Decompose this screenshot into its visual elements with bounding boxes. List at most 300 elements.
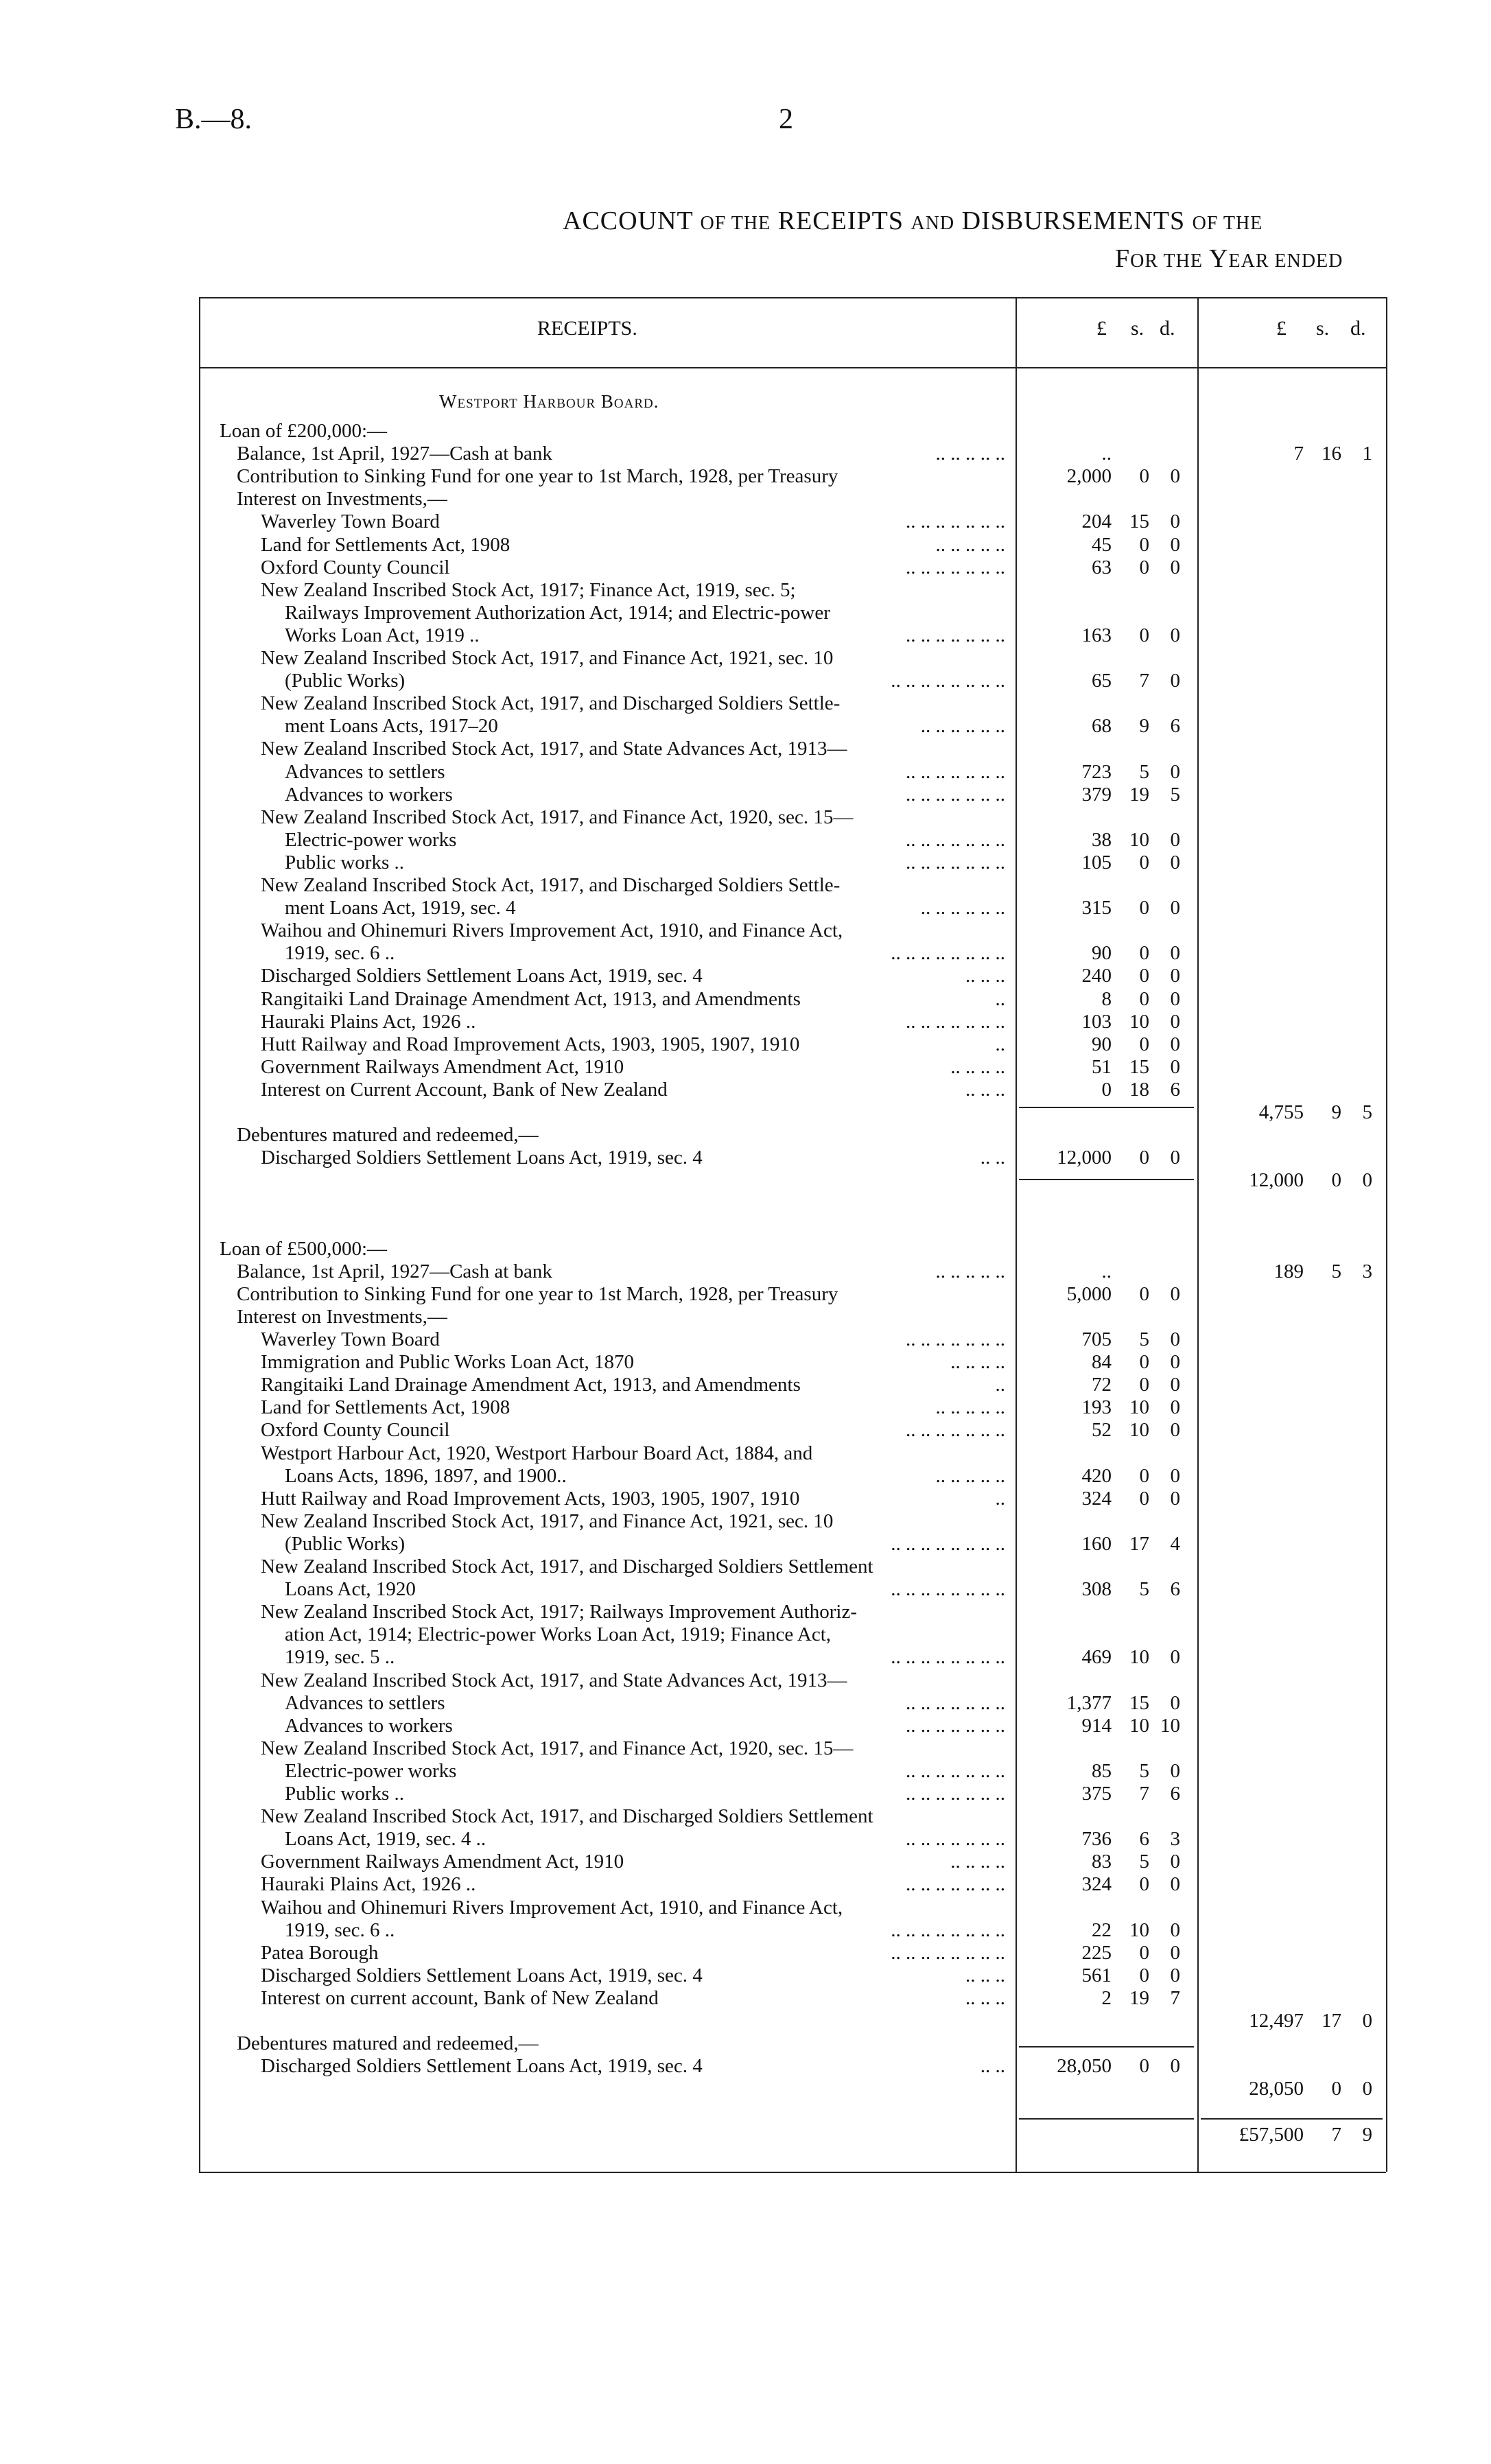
line-text: Debentures matured and redeemed,— (237, 2032, 539, 2055)
leader-dots: .. .. .. .. .. .. .. (906, 1691, 1005, 1714)
amount-shillings: 10 (1129, 1419, 1149, 1442)
line-text: Rangitaiki Land Drainage Amendment Act, 1913, and Amendments (261, 987, 801, 1010)
amount-pence: 0 (1170, 670, 1180, 692)
leader-dots: .. .. .. .. .. .. (920, 715, 1005, 738)
line-item (0, 2100, 1491, 2123)
line-item (0, 1805, 1491, 1828)
total-pence: 0 (1362, 1169, 1372, 1192)
total-pounds: 12,000 (1249, 1169, 1304, 1192)
amount-shillings: 0 (1139, 1964, 1149, 1986)
amount-pence: 0 (1170, 1055, 1180, 1078)
amount-pounds: 160 (1081, 1532, 1112, 1555)
amount-pounds: 103 (1081, 1010, 1112, 1033)
leader-dots: .. .. .. .. .. .. .. .. (891, 942, 1005, 965)
total-pence: 9 (1362, 2123, 1372, 2146)
line-item (0, 443, 1491, 465)
line-text: New Zealand Inscribed Stock Act, 1917, and Discharged Soldiers Settlement (261, 1805, 873, 1828)
line-item (0, 556, 1491, 579)
amount-pence: 0 (1170, 1374, 1180, 1396)
line-item (0, 1169, 1491, 1192)
line-text: Discharged Soldiers Settlement Loans Act, 1919, sec. 4 (261, 2055, 703, 2078)
amount-pence: 3 (1170, 1828, 1180, 1851)
amount-pounds: 1,377 (1066, 1691, 1112, 1714)
amount-pence: 0 (1170, 897, 1180, 919)
line-text: Discharged Soldiers Settlement Loans Act, 1919, sec. 4 (261, 1964, 703, 1986)
amount-pence: 0 (1170, 1941, 1180, 1964)
amount-pence: 6 (1170, 1578, 1180, 1601)
amount-shillings: 0 (1139, 987, 1149, 1010)
amount-pounds: 72 (1092, 1374, 1112, 1396)
total-pounds: 28,050 (1249, 2078, 1304, 2100)
amount-pence: 10 (1160, 1714, 1180, 1737)
line-text: Waverley Town Board (261, 1328, 440, 1350)
line-item (0, 1374, 1491, 1396)
line-text: Loan of £500,000:— (220, 1237, 388, 1260)
amount-pounds: 324 (1081, 1487, 1112, 1510)
amount-pence: 0 (1170, 1033, 1180, 1055)
amount-pounds: 315 (1081, 897, 1112, 919)
line-text: Waihou and Ohinemuri Rivers Improvement Act, 1910, and Finance Act, (261, 1896, 843, 1919)
amount-pounds: 324 (1081, 1873, 1112, 1896)
amount-shillings: 10 (1129, 1010, 1149, 1033)
line-item (0, 1442, 1491, 1465)
line-text: Interest on Current Account, Bank of New Zealand (261, 1078, 668, 1101)
line-text: Land for Settlements Act, 1908 (261, 1396, 510, 1419)
amount-shillings: 0 (1139, 1487, 1149, 1510)
line-item (0, 1124, 1491, 1147)
amount-pence: 0 (1170, 1487, 1180, 1510)
amount-pounds: 420 (1081, 1464, 1112, 1487)
line-item (0, 511, 1491, 533)
amount-pence: 0 (1170, 2055, 1180, 2078)
amount-pence: 0 (1170, 1464, 1180, 1487)
line-item (0, 784, 1491, 806)
line-text: Waihou and Ohinemuri Rivers Improvement Act, 1910, and Finance Act, (261, 919, 843, 942)
amount-pounds: 379 (1081, 783, 1112, 806)
line-text: New Zealand Inscribed Stock Act, 1917, and Discharged Soldiers Settle- (261, 874, 841, 896)
line-item (0, 919, 1491, 942)
total-pence: 3 (1362, 1260, 1372, 1282)
line-item (0, 2124, 1491, 2146)
amount-pounds: 12,000 (1057, 1147, 1112, 1169)
line-item (0, 1897, 1491, 1919)
amount-shillings: 10 (1129, 1646, 1149, 1669)
amount-shillings: 0 (1139, 556, 1149, 578)
leader-dots: .. .. .. .. .. .. .. (906, 1419, 1005, 1442)
line-text: Hauraki Plains Act, 1926 .. (261, 1873, 476, 1896)
total-pence: 0 (1362, 2010, 1372, 2032)
line-text: Discharged Soldiers Settlement Loans Act, 1919, sec. 4 (261, 965, 703, 987)
col-pence: d. (1160, 317, 1175, 340)
amount-pence: 0 (1170, 1646, 1180, 1669)
leader-dots: .. .. .. .. .. .. .. .. (891, 670, 1005, 692)
line-text: New Zealand Inscribed Stock Act, 1917, and State Advances Act, 1913— (261, 738, 847, 760)
amount-pence: 0 (1170, 1351, 1180, 1374)
amount-shillings: 10 (1129, 828, 1149, 851)
account-title: ACCOUNT OF THE RECEIPTS AND DISBURSEMENTS OF THE (563, 207, 1263, 235)
line-text: Balance, 1st April, 1927—Cash at bank (237, 443, 552, 465)
total-pence: 5 (1362, 1101, 1372, 1123)
amount-pence: 0 (1170, 1691, 1180, 1714)
amount-shillings: 15 (1129, 1691, 1149, 1714)
line-item (0, 1351, 1491, 1374)
line-item (0, 1011, 1491, 1033)
total-shillings: 0 (1331, 1169, 1341, 1192)
amount-pence: 0 (1170, 1147, 1180, 1169)
amount-shillings: 19 (1129, 783, 1149, 806)
line-text: Oxford County Council (261, 1419, 450, 1442)
line-item (0, 1692, 1491, 1715)
leader-dots: .. .. .. (965, 1986, 1005, 2009)
leader-dots: .. .. .. .. .. .. .. .. (891, 1646, 1005, 1669)
amount-pence: 0 (1170, 987, 1180, 1010)
amount-pounds: 51 (1092, 1055, 1112, 1078)
amount-shillings: 0 (1139, 1282, 1149, 1305)
line-text: Advances to workers (285, 1714, 453, 1737)
amount-shillings: 19 (1129, 1986, 1149, 2009)
amount-pounds: 0 (1101, 1078, 1112, 1101)
line-text: Discharged Soldiers Settlement Loans Act, 1919, sec. 4 (261, 1147, 703, 1169)
leader-dots: .. .. .. (965, 1964, 1005, 1986)
leader-dots: .. (995, 1033, 1005, 1055)
line-text: New Zealand Inscribed Stock Act, 1917; Finance Act, 1919, sec. 5; (261, 578, 796, 601)
line-item (0, 1510, 1491, 1533)
line-text: Loan of £200,000:— (220, 420, 388, 442)
amount-pounds: 736 (1081, 1828, 1112, 1851)
line-item (0, 1079, 1491, 1101)
amount-pence: 0 (1170, 1851, 1180, 1873)
line-text: 1919, sec. 6 .. (285, 942, 395, 965)
line-item (0, 1238, 1491, 1260)
line-text: ation Act, 1914; Electric-power Works Loan Act, 1919; Finance Act, (285, 1623, 832, 1646)
leader-dots: .. .. .. .. .. .. .. (906, 1010, 1005, 1033)
amount-shillings: 10 (1129, 1714, 1149, 1737)
line-text: Westport Harbour Act, 1920, Westport Harbour Board Act, 1884, and (261, 1442, 813, 1464)
line-item (0, 1715, 1491, 1737)
amount-pence: 0 (1170, 1328, 1180, 1350)
total-pounds: 12,497 (1249, 2010, 1304, 2032)
amount-shillings: 0 (1139, 1941, 1149, 1964)
line-item (0, 1783, 1491, 1805)
line-item (0, 1419, 1491, 1442)
amount-shillings: 5 (1139, 1578, 1149, 1601)
line-text: 1919, sec. 5 .. (285, 1646, 395, 1669)
line-item (0, 1147, 1491, 1169)
amount-shillings: 6 (1139, 1828, 1149, 1851)
amount-pence: 0 (1170, 533, 1180, 556)
amount-pence: 0 (1170, 828, 1180, 851)
line-text: New Zealand Inscribed Stock Act, 1917, and Finance Act, 1920, sec. 15— (261, 1737, 854, 1759)
line-text: Patea Borough (261, 1941, 379, 1964)
line-item (0, 465, 1491, 488)
leader-dots: .. .. .. .. .. (935, 1396, 1005, 1419)
line-item (0, 1488, 1491, 1510)
line-item (0, 897, 1491, 919)
line-item (0, 1215, 1491, 1238)
line-text: Waverley Town Board (261, 511, 440, 533)
amount-pounds: 561 (1081, 1964, 1112, 1986)
amount-pounds: 22 (1092, 1919, 1112, 1941)
amount-pence: 0 (1170, 851, 1180, 873)
line-text: Advances to workers (285, 783, 453, 806)
leader-dots: .. .. .. .. .. .. .. (906, 851, 1005, 873)
total-pounds: 189 (1273, 1260, 1304, 1282)
line-text: Loans Acts, 1896, 1897, and 1900.. (285, 1464, 567, 1487)
amount-shillings: 0 (1139, 1351, 1149, 1374)
line-item (0, 579, 1491, 602)
leader-dots: .. .. .. .. .. .. .. (906, 511, 1005, 533)
line-text: Hauraki Plains Act, 1926 .. (261, 1010, 476, 1033)
leader-dots: .. .. .. .. .. .. .. (906, 556, 1005, 578)
amount-pounds: 2 (1101, 1986, 1112, 2009)
total-pounds: 4,755 (1258, 1101, 1304, 1123)
line-text: New Zealand Inscribed Stock Act, 1917, and Finance Act, 1921, sec. 10 (261, 647, 834, 669)
amount-pounds: 705 (1081, 1328, 1112, 1350)
line-text: Loans Act, 1920 (285, 1578, 416, 1601)
amount-shillings: 0 (1139, 2055, 1149, 2078)
line-item (0, 942, 1491, 965)
amount-pence: 7 (1170, 1986, 1180, 2009)
amount-pounds: 5,000 (1066, 1282, 1112, 1305)
line-item (0, 761, 1491, 784)
line-item (0, 647, 1491, 670)
line-item (0, 1192, 1491, 1215)
line-item (0, 1873, 1491, 1896)
amount-pence: 0 (1170, 1010, 1180, 1033)
year-ended: FOR THE YEAR ENDED (1115, 244, 1343, 273)
col-pence-2: d. (1350, 317, 1366, 340)
amount-pounds: 8 (1101, 987, 1112, 1010)
line-item (0, 1828, 1491, 1851)
amount-pounds: 163 (1081, 624, 1112, 646)
leader-dots: .. (995, 987, 1005, 1010)
amount-pounds: 105 (1081, 851, 1112, 873)
line-text: Hutt Railway and Road Improvement Acts, 1903, 1905, 1907, 1910 (261, 1033, 800, 1055)
leader-dots: .. (995, 1374, 1005, 1396)
line-text: Railways Improvement Authorization Act, 1914; and Electric-power (285, 601, 830, 624)
line-text: Electric-power works (285, 828, 457, 851)
amount-shillings: 15 (1129, 511, 1149, 533)
total-pence: 0 (1362, 2078, 1372, 2100)
leader-dots: .. .. .. .. .. (935, 533, 1005, 556)
page-ref: B.—8. (175, 104, 253, 135)
amount-pounds: 52 (1092, 1419, 1112, 1442)
amount-shillings: 5 (1139, 1851, 1149, 1873)
amount-shillings: 0 (1139, 1033, 1149, 1055)
line-item (0, 1396, 1491, 1419)
line-text: Immigration and Public Works Loan Act, 1870 (261, 1351, 635, 1374)
leader-dots: .. .. .. .. .. .. .. .. (891, 1532, 1005, 1555)
line-item (0, 488, 1491, 511)
line-item (0, 670, 1491, 692)
amount-pounds: 2,000 (1066, 465, 1112, 488)
line-item (0, 1737, 1491, 1760)
col-pounds-2: £ (1276, 317, 1287, 340)
line-item (0, 829, 1491, 852)
amount-shillings: 0 (1139, 851, 1149, 873)
amount-shillings: 5 (1139, 1759, 1149, 1782)
leader-dots: .. .. .. .. .. .. .. (906, 1714, 1005, 1737)
line-item (0, 1601, 1491, 1623)
leader-dots: .. .. .. .. .. .. .. .. (891, 1919, 1005, 1941)
line-text: Contribution to Sinking Fund for one year to 1st March, 1928, per Treasury (237, 1282, 838, 1305)
amount-pounds: 68 (1092, 715, 1112, 738)
line-item (0, 2078, 1491, 2100)
line-item (0, 602, 1491, 624)
line-text: Contribution to Sinking Fund for one year to 1st March, 1928, per Treasury (237, 465, 838, 488)
line-text: Hutt Railway and Road Improvement Acts, 1903, 1905, 1907, 1910 (261, 1487, 800, 1510)
col-pounds: £ (1096, 317, 1107, 340)
total-shillings: 17 (1322, 2010, 1341, 2032)
leader-dots: .. .. .. .. .. (935, 1464, 1005, 1487)
amount-shillings: 0 (1139, 465, 1149, 488)
amount-pence: 0 (1170, 556, 1180, 578)
amount-shillings: 0 (1139, 1873, 1149, 1896)
line-item (0, 1760, 1491, 1783)
amount-pounds: 204 (1081, 511, 1112, 533)
line-item (0, 738, 1491, 760)
leader-dots: .. .. .. .. (950, 1055, 1005, 1078)
amount-pounds: 45 (1092, 533, 1112, 556)
line-item (0, 965, 1491, 987)
total-shillings: 0 (1331, 2078, 1341, 2100)
line-text: Public works .. (285, 851, 404, 873)
line-text: New Zealand Inscribed Stock Act, 1917, and Discharged Soldiers Settlement (261, 1556, 873, 1577)
line-text: ment Loans Act, 1919, sec. 4 (285, 897, 516, 919)
line-text: Land for Settlements Act, 1908 (261, 533, 510, 556)
line-text: Interest on Investments,— (237, 488, 447, 511)
amount-shillings: 15 (1129, 1055, 1149, 1078)
line-text: Interest on current account, Bank of New Zealand (261, 1986, 659, 2009)
amount-shillings: 18 (1129, 1078, 1149, 1101)
line-text: Interest on Investments,— (237, 1305, 447, 1328)
amount-pence: 0 (1170, 624, 1180, 646)
line-text: Government Railways Amendment Act, 1910 (261, 1055, 624, 1078)
line-item (0, 1101, 1491, 1124)
amount-shillings: 0 (1139, 897, 1149, 919)
line-item (0, 692, 1491, 715)
leader-dots: .. .. (980, 2055, 1005, 2078)
leader-dots: .. .. .. .. .. (935, 443, 1005, 465)
amount-pence: 0 (1170, 1964, 1180, 1986)
amount-pounds: 723 (1081, 760, 1112, 783)
line-item (0, 1851, 1491, 1873)
amount-pounds: 240 (1081, 965, 1112, 987)
amount-pounds: 469 (1081, 1646, 1112, 1669)
amount-pence: 0 (1170, 511, 1180, 533)
amount-pounds: 914 (1081, 1714, 1112, 1737)
line-item (0, 2010, 1491, 2032)
line-item (0, 624, 1491, 647)
amount-shillings: 0 (1139, 533, 1149, 556)
line-item (0, 715, 1491, 738)
line-item (0, 1942, 1491, 1964)
leader-dots: .. .. .. .. (950, 1851, 1005, 1873)
line-text: Advances to settlers (285, 1691, 445, 1714)
amount-pence: 0 (1170, 760, 1180, 783)
amount-pence: 6 (1170, 1078, 1180, 1101)
amount-pence: 6 (1170, 1783, 1180, 1805)
line-item (0, 534, 1491, 556)
leader-dots: .. (995, 1487, 1005, 1510)
amount-pounds: 193 (1081, 1396, 1112, 1419)
line-item (0, 1306, 1491, 1328)
line-text: Electric-power works (285, 1759, 457, 1782)
amount-pounds: 225 (1081, 1941, 1112, 1964)
amount-pounds: 38 (1092, 828, 1112, 851)
line-item (0, 988, 1491, 1011)
amount-pounds: 90 (1092, 942, 1112, 965)
line-item (0, 2032, 1491, 2055)
amount-pounds: 375 (1081, 1783, 1112, 1805)
leader-dots: .. .. .. .. .. .. .. .. (891, 1941, 1005, 1964)
line-text: ment Loans Acts, 1917–20 (285, 715, 498, 738)
amount-pounds: 83 (1092, 1851, 1112, 1873)
line-text: 1919, sec. 6 .. (285, 1919, 395, 1941)
leader-dots: .. .. .. .. .. .. .. (906, 1828, 1005, 1851)
line-text: Loans Act, 1919, sec. 4 .. (285, 1828, 486, 1851)
page-number: 2 (779, 104, 793, 135)
line-item (0, 1465, 1491, 1488)
amount-shillings: 5 (1139, 760, 1149, 783)
line-item (0, 1033, 1491, 1056)
amount-shillings: 0 (1139, 965, 1149, 987)
leader-dots: .. .. .. .. .. .. .. (906, 1759, 1005, 1782)
total-pounds: £57,500 (1238, 2123, 1304, 2146)
line-text: New Zealand Inscribed Stock Act, 1917, and Finance Act, 1921, sec. 10 (261, 1510, 834, 1532)
line-item (0, 1283, 1491, 1306)
line-item (0, 1623, 1491, 1646)
line-item (0, 1533, 1491, 1556)
amount-shillings: 9 (1139, 715, 1149, 738)
amount-shillings: 10 (1129, 1396, 1149, 1419)
amount-pounds: 28,050 (1057, 2055, 1112, 2078)
board-heading: Westport Harbour Board. (439, 391, 659, 412)
leader-dots: .. .. .. .. .. .. .. (906, 1328, 1005, 1350)
line-text: New Zealand Inscribed Stock Act, 1917; Railways Improvement Authoriz- (261, 1601, 857, 1623)
table-top-rule (199, 297, 1386, 298)
line-item (0, 806, 1491, 829)
amount-pounds: 90 (1092, 1033, 1112, 1055)
line-text: New Zealand Inscribed Stock Act, 1917, and Discharged Soldiers Settle- (261, 692, 841, 715)
leader-dots: .. .. (980, 1147, 1005, 1169)
amount-shillings: 0 (1139, 1147, 1149, 1169)
leader-dots: .. .. .. .. (950, 1351, 1005, 1374)
amount-shillings: 0 (1139, 1464, 1149, 1487)
amount-pence: 4 (1170, 1532, 1180, 1555)
line-text: (Public Works) (285, 670, 406, 692)
amount-pence: 0 (1170, 1282, 1180, 1305)
line-item (0, 1328, 1491, 1351)
line-text: Debentures matured and redeemed,— (237, 1124, 539, 1147)
amount-pence: 0 (1170, 1419, 1180, 1442)
amount-shillings: 7 (1139, 1783, 1149, 1805)
header-bottom-rule (199, 367, 1386, 368)
leader-dots: .. .. .. .. .. .. .. .. (891, 1578, 1005, 1601)
line-item (0, 1646, 1491, 1669)
line-item (0, 1964, 1491, 1987)
line-item (0, 1669, 1491, 1692)
line-text: New Zealand Inscribed Stock Act, 1917, and Finance Act, 1920, sec. 15— (261, 806, 854, 828)
total-pence: 1 (1362, 443, 1372, 465)
line-item (0, 1056, 1491, 1079)
total-pounds: 7 (1293, 443, 1304, 465)
line-item (0, 1919, 1491, 1942)
line-text: Oxford County Council (261, 556, 450, 578)
receipts-heading: RECEIPTS. (537, 317, 637, 340)
col-shillings-2: s. (1316, 317, 1330, 340)
total-shillings: 5 (1331, 1260, 1341, 1282)
